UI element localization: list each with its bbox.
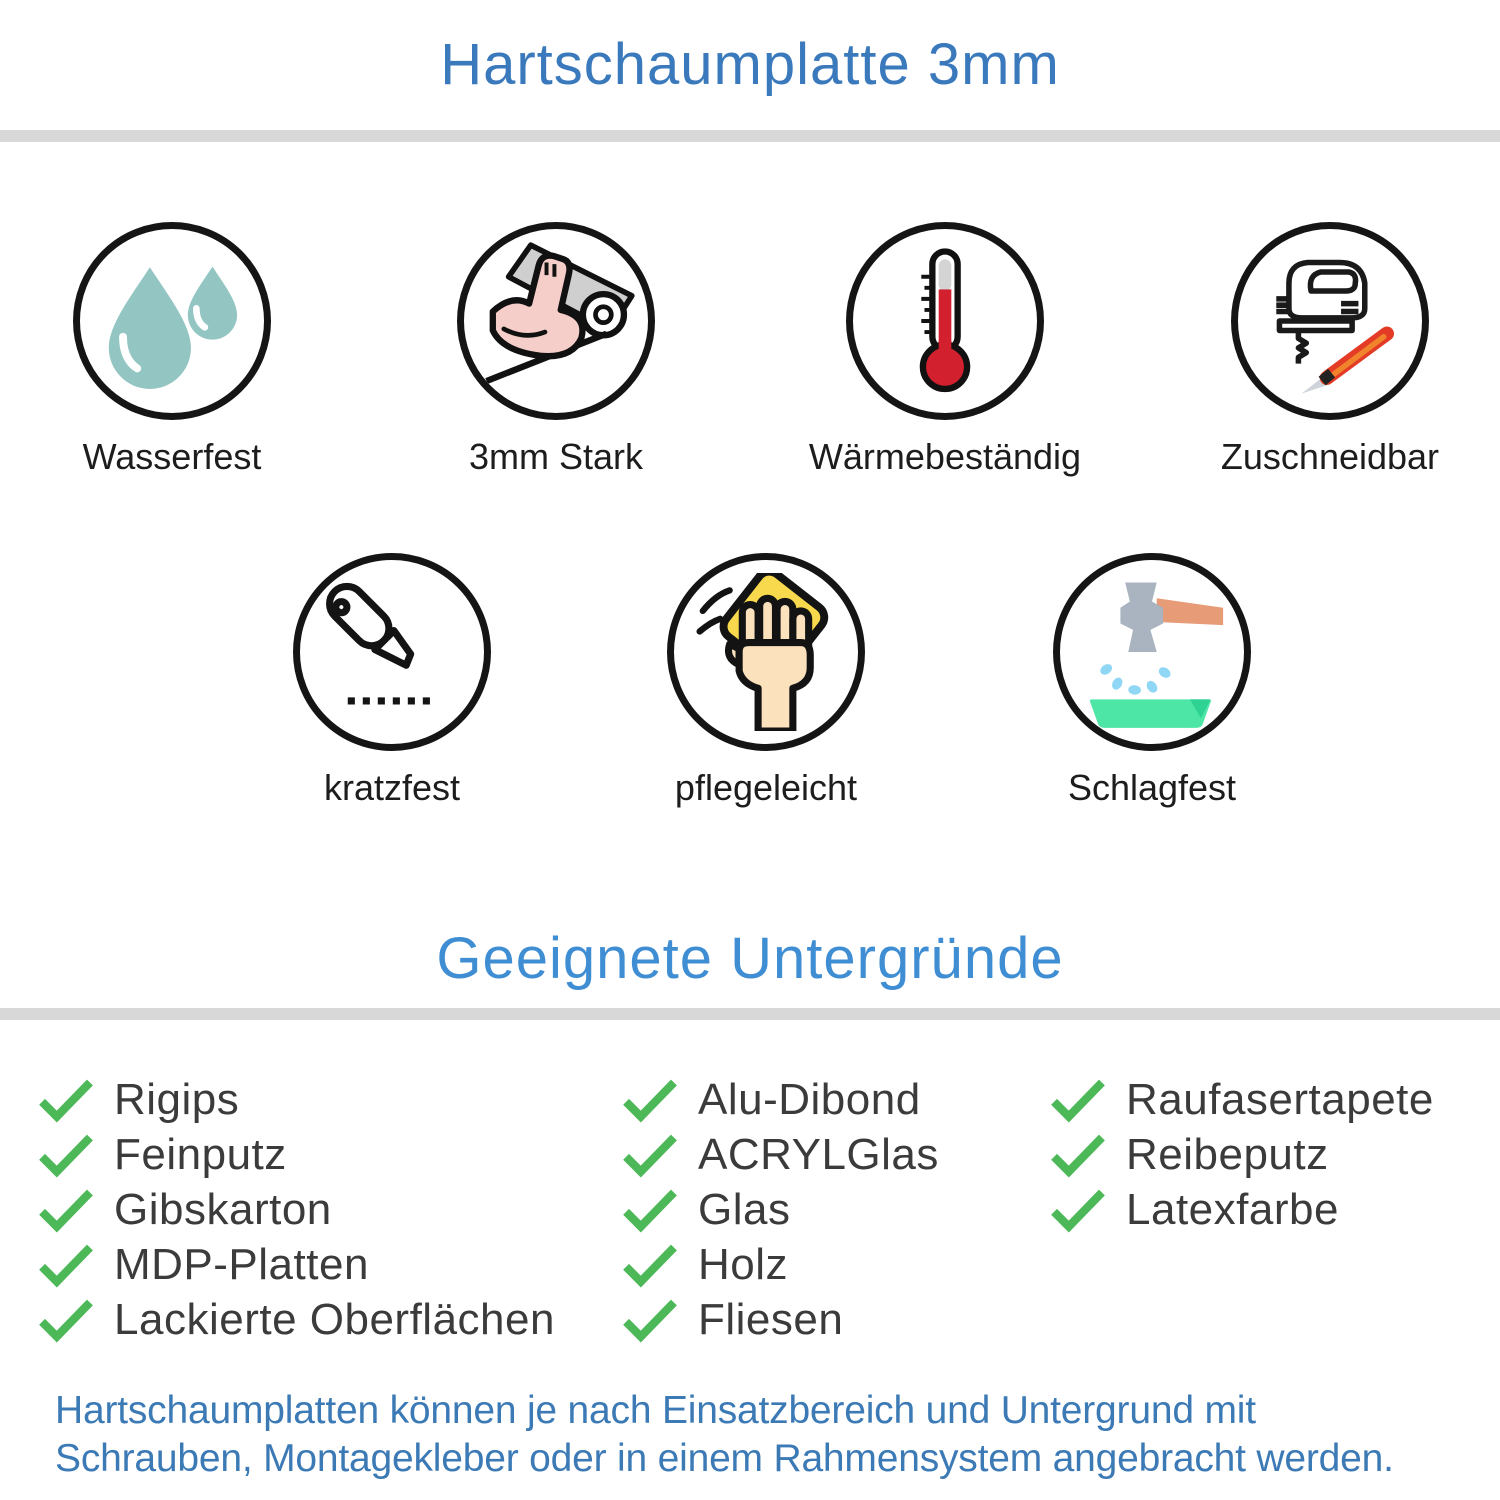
check-icon — [34, 1077, 98, 1123]
feature-wasserfest — [12, 222, 332, 480]
mounting-note-line2: Schrauben, Montagekleber oder in einem Rahmensystem angebracht werden. — [55, 1437, 1394, 1480]
list-item-label: Rigips — [114, 1074, 240, 1124]
list-item-label: MDP-Platten — [114, 1239, 369, 1289]
feature-kratzfest — [232, 553, 552, 811]
list-item-label: Holz — [698, 1239, 789, 1289]
divider-top — [0, 130, 1500, 142]
list-item-label: ACRYLGlas — [698, 1129, 939, 1179]
list-item-label: Feinputz — [114, 1129, 287, 1179]
flexed-arm-panel-icon — [477, 242, 635, 400]
feature-circle — [667, 553, 865, 751]
check-icon — [618, 1132, 682, 1178]
check-icon — [618, 1187, 682, 1233]
substrates-column-1 — [34, 1072, 555, 1347]
substrates-column-2 — [618, 1072, 939, 1347]
check-icon — [34, 1187, 98, 1233]
list-item — [34, 1127, 555, 1182]
feature-circle — [1231, 222, 1429, 420]
feature-circle — [1053, 553, 1251, 751]
divider-middle — [0, 1008, 1500, 1020]
substrates-title: Geeignete Untergründe — [436, 926, 1064, 991]
feature-label: Schlagfest — [1067, 767, 1237, 808]
list-item — [1046, 1182, 1434, 1237]
jigsaw-and-knife-icon — [1251, 242, 1409, 400]
check-icon — [34, 1297, 98, 1343]
feature-zuschneidbar — [1170, 222, 1490, 480]
feature-label: kratzfest — [323, 767, 461, 808]
check-icon — [618, 1242, 682, 1288]
list-item — [34, 1292, 555, 1347]
thermometer-icon — [866, 242, 1024, 400]
check-icon — [34, 1132, 98, 1178]
list-item — [618, 1127, 939, 1182]
list-item-label: Lackierte Oberflächen — [114, 1294, 555, 1344]
check-icon — [1046, 1077, 1110, 1123]
list-item-label: Latexfarbe — [1126, 1184, 1339, 1234]
water-drops-icon — [93, 242, 251, 400]
mounting-note — [55, 1387, 1475, 1483]
feature-circle — [846, 222, 1044, 420]
list-item-label: Fliesen — [698, 1294, 844, 1344]
list-item — [34, 1182, 555, 1237]
utility-knife-icon — [313, 573, 471, 731]
feature-label: 3mm Stark — [468, 436, 644, 477]
check-icon — [34, 1242, 98, 1288]
list-item — [34, 1072, 555, 1127]
check-icon — [1046, 1132, 1110, 1178]
hammer-impact-icon — [1073, 573, 1231, 731]
list-item — [618, 1292, 939, 1347]
list-item — [1046, 1127, 1434, 1182]
feature-schlagfest — [992, 553, 1312, 811]
wiping-hand-icon — [687, 573, 845, 731]
list-item — [618, 1182, 939, 1237]
check-icon — [1046, 1187, 1110, 1233]
list-item-label: Reibeputz — [1126, 1129, 1329, 1179]
list-item — [1046, 1072, 1434, 1127]
list-item — [618, 1072, 939, 1127]
list-item-label: Alu-Dibond — [698, 1074, 921, 1124]
check-icon — [618, 1297, 682, 1343]
mounting-note-line1: Hartschaumplatten können je nach Einsatzbereich und Untergrund mit — [55, 1389, 1256, 1432]
list-item — [34, 1237, 555, 1292]
check-icon — [618, 1077, 682, 1123]
feature-label: Wasserfest — [82, 436, 262, 477]
substrates-column-3 — [1046, 1072, 1434, 1237]
feature-label: Zuschneidbar — [1220, 436, 1440, 477]
feature-label: pflegeleicht — [674, 767, 858, 808]
list-item-label: Raufasertapete — [1126, 1074, 1434, 1124]
feature-circle — [457, 222, 655, 420]
feature-pflegeleicht — [606, 553, 926, 811]
feature-circle — [293, 553, 491, 751]
feature-3mm-stark — [396, 222, 716, 480]
feature-circle — [73, 222, 271, 420]
list-item — [618, 1237, 939, 1292]
page-title: Hartschaumplatte 3mm — [440, 32, 1060, 97]
feature-waermebestaendig — [785, 222, 1105, 480]
list-item-label: Gibskarton — [114, 1184, 332, 1234]
feature-label: Wärmebeständig — [808, 436, 1082, 477]
list-item-label: Glas — [698, 1184, 791, 1234]
